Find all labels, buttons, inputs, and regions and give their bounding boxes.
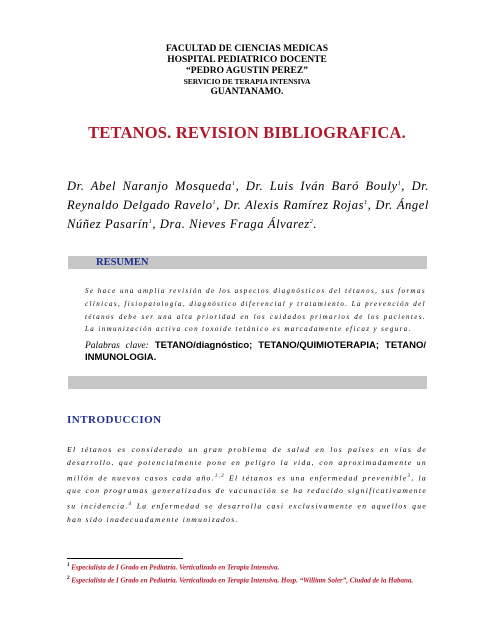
abstract-end-bar <box>68 376 427 389</box>
city-line: GUANTANAMO. <box>210 87 284 97</box>
author-sep: , <box>152 217 160 232</box>
resumen-heading: RESUMEN <box>96 257 149 268</box>
citation: 1,2 <box>214 473 226 479</box>
institution-header <box>0 44 494 98</box>
author-sep: , <box>235 179 246 194</box>
author-name: Dr. Alexis Ramírez Rojas <box>223 198 365 213</box>
citation: 4 <box>128 501 133 507</box>
author-sep: , <box>367 198 376 213</box>
author-name: Dr. Abel Naranjo Mosqueda <box>67 179 232 194</box>
author-name: Dr. Ángel Núñez Pasarín <box>67 198 429 232</box>
author-ref: 1 <box>212 200 217 207</box>
footnote <box>67 561 437 572</box>
intro-text: La enfermedad se desarrolla casi exclusivamente en aquellos que han sido inadecuadamente inmunizados. <box>67 501 427 524</box>
footnote-divider <box>67 558 183 559</box>
citation: 3 <box>407 473 412 479</box>
footnote-text: Especialista de I Grado en Pediatría. Verticalizado en Terapia Intensiva. <box>69 563 280 572</box>
footnotes <box>67 561 437 588</box>
footnote-text: Especialista de I Grado en Pediatría. Verticalizado en Terapia Intensiva. Hosp. “William Soler”, Ciudad de la Habana. <box>69 576 414 585</box>
author-name: Dr. Luis Iván Baró Bouly <box>245 179 398 194</box>
footnote-marker: 1 <box>67 563 70 568</box>
keywords <box>85 340 426 363</box>
intro-text: El tétanos es considerado un gran problema de salud en los países en vías de desarrollo, que potencialmente pone en peligro la vida, con aproximadamente un millón de nuevos casos cada año. <box>67 445 427 483</box>
author-sep: , <box>216 198 224 213</box>
author-ref: 2 <box>309 219 314 226</box>
introduction-heading: INTRODUCCION <box>67 414 162 426</box>
service-line: SERVICIO DE TERAPIA INTENSIVA <box>183 77 311 86</box>
author-name: Dra. Nieves Fraga Álvarez <box>159 217 310 232</box>
faculty-line: FACULTAD DE CIENCIAS MEDICAS <box>165 44 329 54</box>
author-sep: . <box>313 217 318 232</box>
author-list <box>67 176 429 233</box>
hospital-name-line: “PEDRO AGUSTIN PEREZ” <box>186 66 308 76</box>
intro-text: , la que con programas generalizados de vacunación se ha reducido significativamente su incidencia. <box>67 473 427 511</box>
keywords-label: Palabras clave: <box>85 341 149 351</box>
introduction-paragraph <box>67 443 427 526</box>
author-ref: 1 <box>397 181 402 187</box>
paper-title: TETANOS. REVISION BIBLIOGRAFICA. <box>88 123 406 142</box>
abstract-text: Se hace una amplia revisión de los aspectos diagnósticos del tétanos, sus formas clínicas, fisiopatología, diagnóstico diferencial y tratamiento. La prevención del tétanos debe ser una alta prioridad en los cuidados primarios de los pacientes. La inmunización activa con toxoide tetánico es marcadamente eficaz y segura. <box>85 287 426 334</box>
author-sep: , <box>401 179 412 194</box>
keywords-text: TETANO/diagnóstico; TETANO/QUIMIOTERAPIA; TETANO/ INMUNOLOGIA. <box>85 340 426 363</box>
footnote <box>67 574 437 585</box>
author-ref: 1 <box>148 219 153 226</box>
author-ref: 1 <box>364 200 368 207</box>
author-ref: 1 <box>231 181 236 187</box>
footnote-marker: 2 <box>67 576 70 582</box>
hospital-line: HOSPITAL PEDIATRICO DOCENTE <box>167 55 327 65</box>
intro-text: El tétanos es una enfermedad prevenible <box>225 473 408 483</box>
author-name: Dr. Reynaldo Delgado Ravelo <box>67 179 430 213</box>
